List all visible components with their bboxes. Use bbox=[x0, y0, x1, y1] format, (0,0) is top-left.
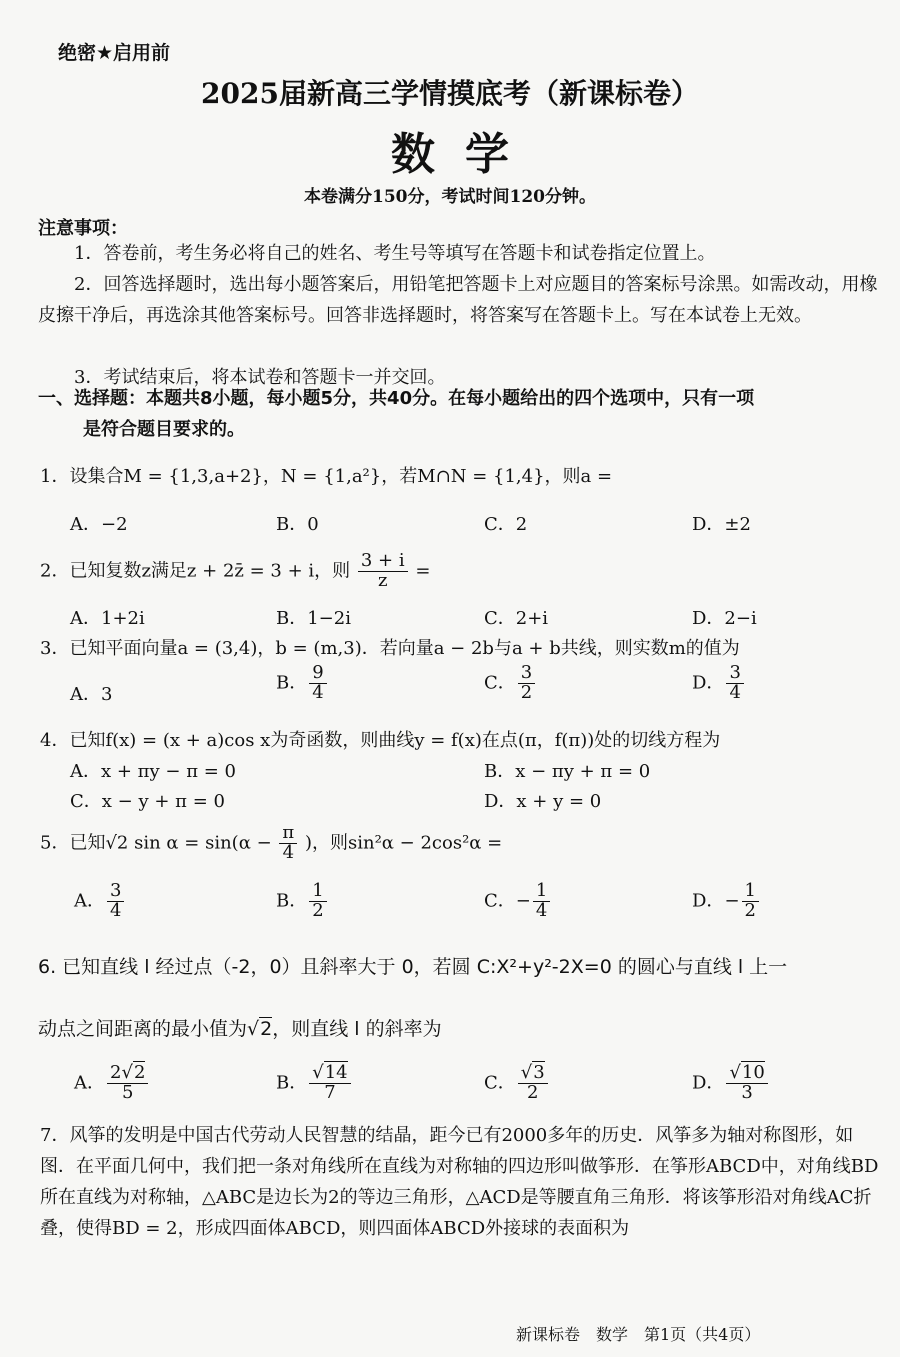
q2-stem-start: 2．已知复数z满足z + 2z̄ = 3 + i，则 bbox=[40, 560, 351, 582]
q5-option-b-den: 2 bbox=[312, 899, 324, 921]
q6-sqrt-value: 2 bbox=[260, 1018, 273, 1040]
question-2-stem bbox=[40, 552, 430, 591]
q6-option-b-label: B． bbox=[276, 1072, 308, 1094]
q6-option-c-num: √3 bbox=[518, 1064, 548, 1084]
q6-option-d-num: √10 bbox=[726, 1064, 767, 1084]
q6-option-a-root: 2 bbox=[133, 1062, 146, 1083]
exam-info: 本卷满分150分，考试时间120分钟。 bbox=[304, 187, 596, 207]
q6-option-c bbox=[484, 1064, 550, 1103]
section-heading-line1: 一、选择题：本题共8小题，每小题5分，共40分。在每小题给出的四个选项中，只有一项 bbox=[38, 388, 755, 409]
q6-option-d-root: 10 bbox=[741, 1062, 765, 1083]
q3-option-b-num: 9 bbox=[309, 664, 326, 684]
q3-option-c-label: C． bbox=[484, 672, 516, 694]
q1-option-c: C．2 bbox=[484, 514, 528, 535]
q6-option-a-label: A． bbox=[74, 1072, 105, 1094]
q3-option-b-den: 4 bbox=[312, 681, 324, 703]
q5-option-c-sign: − bbox=[515, 890, 531, 912]
q5-pi-num: π bbox=[279, 824, 297, 844]
q5-option-c-den: 4 bbox=[535, 899, 548, 921]
q4-option-d: D．x + y = 0 bbox=[484, 791, 602, 812]
q5-option-a-fraction bbox=[107, 882, 124, 921]
notes-title: 注意事项： bbox=[38, 218, 128, 239]
q5-option-c bbox=[484, 882, 552, 921]
q6-option-d bbox=[692, 1064, 770, 1103]
q1-option-a: A．−2 bbox=[70, 514, 128, 535]
subject-title: 数学 bbox=[391, 129, 539, 180]
q5-option-c-num: 1 bbox=[533, 882, 550, 902]
question-4-stem: 4．已知f(x) = (x + a)cos x为奇函数，则曲线y = f(x)在点(π，f(π))处的切线方程为 bbox=[40, 730, 721, 751]
q3-option-c-fraction bbox=[518, 664, 535, 703]
q3-option-a-value: 3 bbox=[101, 684, 113, 705]
q3-option-d-fraction bbox=[726, 664, 743, 703]
q6-line2-start: 动点之间距离的最小值为 bbox=[38, 1018, 248, 1040]
q2-option-a: A．1+2i bbox=[70, 608, 145, 629]
q3-option-c bbox=[484, 664, 537, 703]
q2-option-b: B．1−2i bbox=[276, 608, 351, 629]
q5-option-d-label: D． bbox=[692, 890, 725, 912]
confidential-label: 绝密★启用前 bbox=[58, 42, 171, 64]
q5-option-b bbox=[276, 882, 329, 921]
q5-option-d-sign: − bbox=[724, 890, 740, 912]
question-7-stem: 7．风筝的发明是中国古代劳动人民智慧的结晶，距今已有2000多年的历史．风筝多为轴对称图形，如图．在平面几何中，我们把一条对角线所在直线为对称轴的四边形叫做筝形．在筝形ABCD中，对角线BD所在直线为对称轴，△ABC是边长为2的等边三角形，△ACD是等腰直角三角形．将该筝形沿对角线AC折叠，使得BD = 2，形成四面体ABCD，则四面体ABCD外接球的表面积为 bbox=[40, 1125, 879, 1239]
q6-option-b-num: √14 bbox=[309, 1064, 350, 1084]
q5-option-d bbox=[692, 882, 761, 921]
q5-pi-fraction bbox=[279, 824, 297, 863]
q4-option-b: B．x − πy + π = 0 bbox=[484, 761, 651, 782]
q3-option-d-label: D． bbox=[692, 672, 725, 694]
q6-option-b-root: 14 bbox=[324, 1062, 348, 1083]
q5-option-d-den: 2 bbox=[744, 899, 756, 921]
q6-option-c-root: 3 bbox=[533, 1062, 545, 1083]
q6-sqrt-sign: √ bbox=[247, 1018, 260, 1040]
exam-title: 2025届新高三学情摸底考（新课标卷） bbox=[201, 77, 699, 110]
q3-option-d-num: 3 bbox=[726, 664, 743, 684]
question-5-stem bbox=[40, 824, 502, 863]
q2-numerator: 3 + i bbox=[358, 552, 408, 572]
q3-option-b-label: B． bbox=[276, 672, 308, 694]
q5-stem-start: 5．已知√2 sin α = sin(α − bbox=[40, 832, 272, 854]
q4-option-c: C．x − y + π = 0 bbox=[70, 791, 225, 812]
q2-fraction bbox=[358, 552, 408, 591]
q3-option-d-den: 4 bbox=[729, 681, 741, 703]
q5-option-d-fraction bbox=[742, 882, 759, 921]
q6-option-c-fraction bbox=[518, 1064, 548, 1103]
q5-option-a-den: 4 bbox=[110, 899, 122, 921]
q5-option-d-num: 1 bbox=[742, 882, 759, 902]
section-heading-line2: 是符合题目要求的。 bbox=[83, 419, 245, 440]
q3-option-d bbox=[692, 664, 746, 703]
q2-option-d: D．2−i bbox=[692, 608, 757, 629]
q6-option-d-fraction bbox=[726, 1064, 767, 1103]
note-1: 1．答卷前，考生务必将自己的姓名、考生号等填写在答题卡和试卷指定位置上。 bbox=[74, 243, 716, 264]
q6-option-a-den: 5 bbox=[121, 1081, 134, 1103]
q6-option-c-den: 2 bbox=[527, 1081, 539, 1103]
q5-option-c-label: C． bbox=[484, 890, 516, 912]
q6-option-b-fraction bbox=[309, 1064, 350, 1103]
q2-option-c: C．2+i bbox=[484, 608, 549, 629]
q5-option-b-label: B． bbox=[276, 890, 308, 912]
q6-option-d-den: 3 bbox=[741, 1081, 753, 1103]
q3-option-a-label: A． bbox=[70, 684, 101, 705]
q6-option-d-label: D． bbox=[692, 1072, 725, 1094]
q5-option-b-num: 1 bbox=[309, 882, 326, 902]
q6-option-a-fraction bbox=[107, 1064, 148, 1103]
q2-stem-end: = bbox=[415, 560, 431, 582]
q6-option-c-label: C． bbox=[484, 1072, 516, 1094]
q6-line2-end: ，则直线 l 的斜率为 bbox=[272, 1018, 442, 1040]
q2-denominator: z bbox=[378, 569, 388, 591]
page-footer: 新课标卷 数学 第1页（共4页） bbox=[516, 1325, 761, 1344]
question-6-line2 bbox=[38, 1014, 442, 1041]
q3-option-b-fraction bbox=[309, 664, 326, 703]
q5-option-c-fraction bbox=[533, 882, 550, 921]
q5-option-b-fraction bbox=[309, 882, 326, 921]
q5-option-a bbox=[74, 882, 126, 921]
q6-option-a-coef: 2 bbox=[110, 1062, 122, 1083]
q3-option-c-den: 2 bbox=[520, 681, 533, 703]
q6-option-b-den: 7 bbox=[324, 1081, 336, 1103]
q6-option-b bbox=[276, 1064, 353, 1103]
q6-option-a bbox=[74, 1064, 150, 1103]
q5-stem-end: )，则sin²α − 2cos²α = bbox=[304, 832, 503, 854]
question-6-line1: 6. 已知直线 l 经过点（-2，0）且斜率大于 0，若圆 C:X²+y²-2X=0 的圆心与直线 l 上一 bbox=[38, 956, 788, 978]
q3-option-a bbox=[70, 680, 112, 706]
note-2: 2．回答选择题时，选出每小题答案后，用铅笔把答题卡上对应题目的答案标号涂黑。如需改动，用橡皮擦干净后，再选涂其他答案标号。回答非选择题时，将答案写在答题卡上。写在本试卷上无效。 bbox=[38, 274, 878, 326]
q6-option-a-num: 2√2 bbox=[107, 1064, 148, 1084]
q1-option-d: D．±2 bbox=[692, 514, 751, 535]
note-3: 3．考试结束后，将本试卷和答题卡一并交回。 bbox=[74, 367, 446, 388]
q5-pi-den: 4 bbox=[282, 841, 295, 863]
q5-option-a-num: 3 bbox=[107, 882, 124, 902]
question-3-stem: 3．已知平面向量a = (3,4)，b = (m,3)．若向量a − 2b与a + b共线，则实数m的值为 bbox=[40, 638, 740, 659]
q1-option-b: B．0 bbox=[276, 514, 319, 535]
q3-option-b bbox=[276, 664, 329, 703]
q3-option-c-num: 3 bbox=[518, 664, 535, 684]
q4-option-a: A．x + πy − π = 0 bbox=[70, 761, 237, 782]
q5-option-a-label: A． bbox=[74, 890, 105, 912]
question-1-stem: 1．设集合M = {1,3,a+2}，N = {1,a²}，若M∩N = {1,4}，则a = bbox=[40, 466, 613, 487]
